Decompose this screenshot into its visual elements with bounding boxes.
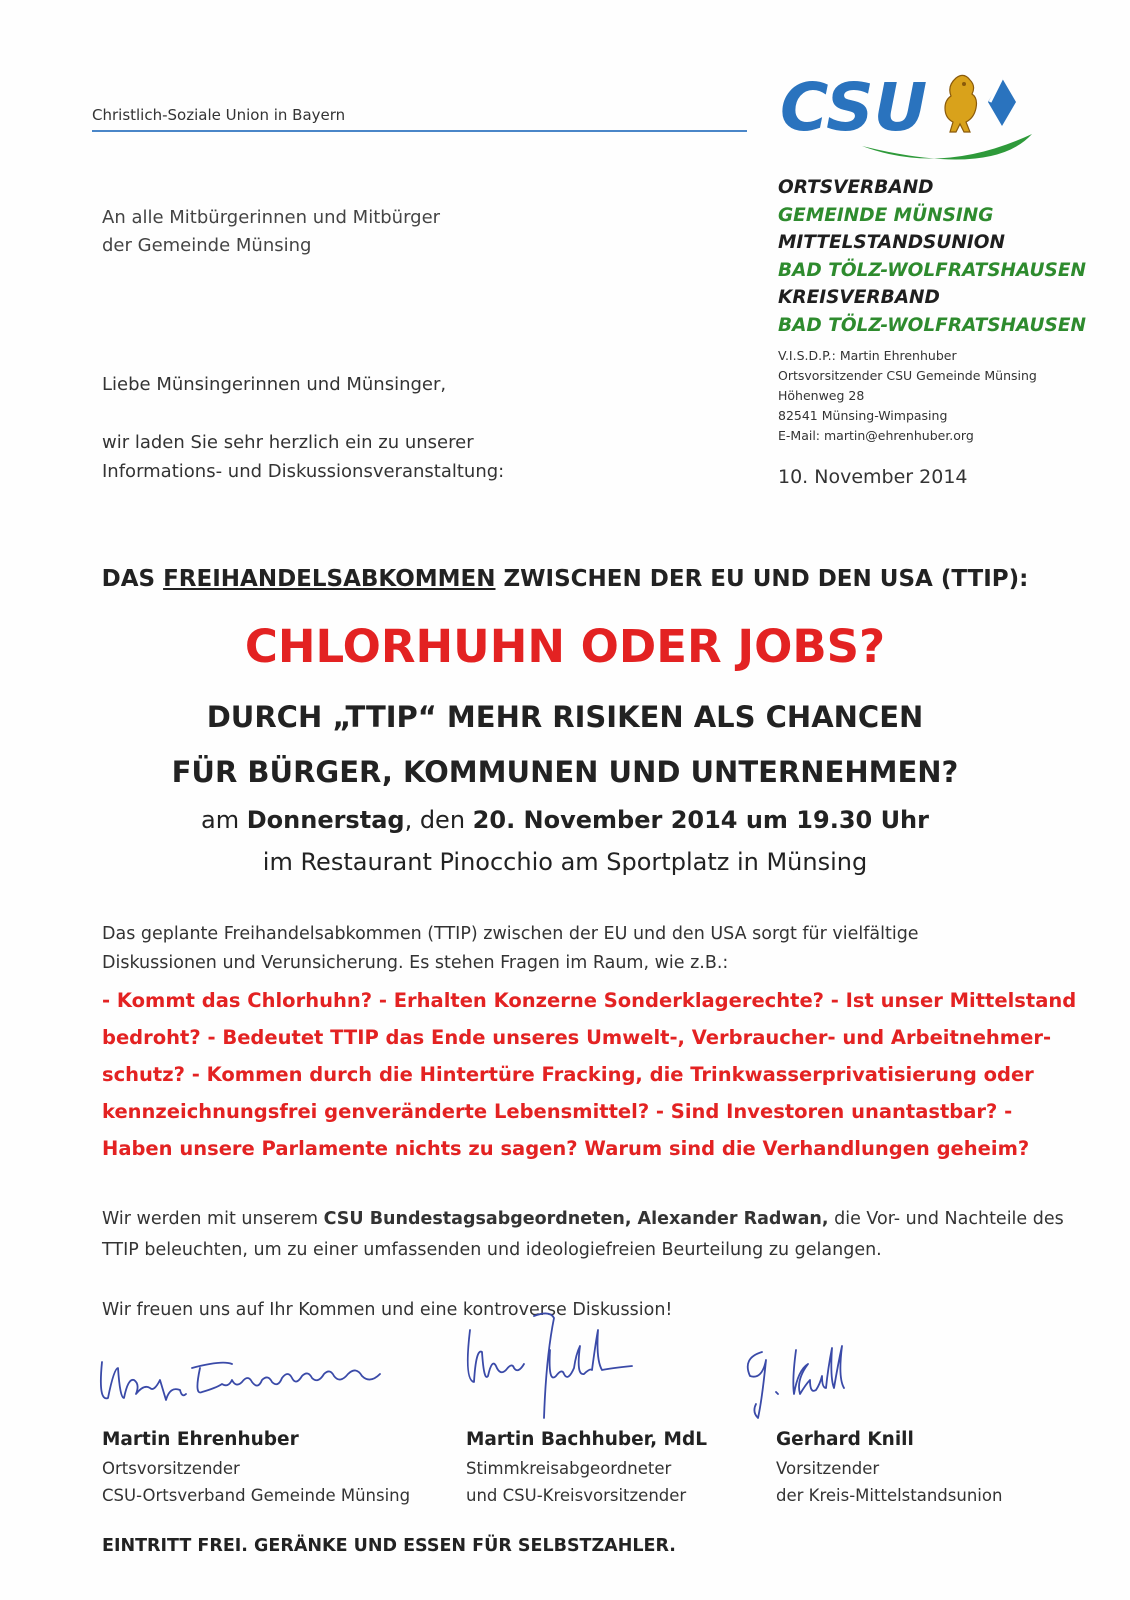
invite-line: Informations- und Diskussionsveranstaltung: bbox=[102, 461, 505, 482]
signer-role: Stimmkreisabgeordneter bbox=[466, 1459, 672, 1478]
signer-name: Martin Bachhuber, MdL bbox=[466, 1429, 707, 1450]
signer-block bbox=[102, 1426, 410, 1509]
salutation: Liebe Münsingerinnen und Münsinger, bbox=[102, 374, 447, 395]
contact-line: Höhenweg 28 bbox=[778, 388, 865, 403]
speaker-name: CSU Bundestagsabgeordneten, Alexander Radwan, bbox=[323, 1209, 829, 1229]
question-line: Haben unsere Parlamente nichts zu sagen? Warum sind die Verhandlungen geheim? bbox=[102, 1137, 1030, 1160]
contact-block bbox=[778, 346, 1037, 446]
org-line: BAD TÖLZ-WOLFRATSHAUSEN bbox=[778, 259, 1086, 281]
signer-block bbox=[466, 1426, 707, 1509]
logo-text: CSU bbox=[780, 69, 928, 146]
signer-role: der Kreis-Mittelstandsunion bbox=[776, 1486, 1003, 1505]
party-name: Christlich-Soziale Union in Bayern bbox=[92, 106, 346, 124]
speaker-line bbox=[102, 1204, 1092, 1235]
event-subtitle: FÜR BÜRGER, KOMMUNEN UND UNTERNEHMEN? bbox=[171, 755, 959, 789]
org-line: GEMEINDE MÜNSING bbox=[778, 204, 994, 226]
speaker-line: TTIP beleuchten, um zu einer umfassenden und ideologiefreien Beurteilung zu gelangen. bbox=[102, 1240, 882, 1260]
question-line: kennzeichnungsfrei genveränderte Lebensmittel? - Sind Investoren unantastbar? - bbox=[102, 1100, 1013, 1123]
signer-name: Gerhard Knill bbox=[776, 1429, 914, 1450]
letter-date: 10. November 2014 bbox=[778, 466, 968, 488]
diamond-icon bbox=[988, 78, 1016, 126]
event-headline bbox=[0, 566, 1130, 592]
closing-line: Wir freuen uns auf Ihr Kommen und eine kontroverse Diskussion! bbox=[102, 1300, 673, 1320]
signer-name: Martin Ehrenhuber bbox=[102, 1429, 299, 1450]
contact-line: 82541 Münsing-Wimpasing bbox=[778, 408, 948, 423]
question-line: schutz? - Kommen durch die Hintertüre Fracking, die Trinkwasserprivatisierung oder bbox=[102, 1063, 1034, 1086]
event-title: CHLORHUHN ODER JOBS? bbox=[244, 620, 886, 673]
speaker-paragraph bbox=[102, 1204, 1092, 1266]
addressee bbox=[102, 204, 440, 260]
signature-ehrenhuber bbox=[96, 1340, 426, 1420]
header-divider bbox=[92, 130, 747, 132]
signer-block bbox=[776, 1426, 1002, 1509]
intro-text bbox=[102, 920, 1072, 978]
footer-note: EINTRITT FREI. GERÄNKE UND ESSEN FÜR SELBSTZAHLER. bbox=[102, 1536, 676, 1556]
contact-line: Ortsvorsitzender CSU Gemeinde Münsing bbox=[778, 368, 1037, 383]
lion-icon bbox=[945, 75, 977, 132]
csu-logo bbox=[780, 68, 1070, 168]
invite-line: wir laden Sie sehr herzlich ein zu unserer bbox=[102, 432, 474, 453]
headline-part: DAS bbox=[101, 566, 164, 592]
addressee-line: An alle Mitbürgerinnen und Mitbürger bbox=[102, 207, 441, 228]
intro-line: Diskussionen und Verunsicherung. Es stehen Fragen im Raum, wie z.B.: bbox=[102, 953, 729, 973]
event-location: im Restaurant Pinocchio am Sportplatz in Münsing bbox=[262, 848, 868, 876]
organization-block bbox=[778, 174, 1086, 339]
invitation-text bbox=[102, 428, 504, 486]
signer-role: Ortsvorsitzender bbox=[102, 1459, 240, 1478]
question-line: - Kommt das Chlorhuhn? - Erhalten Konzerne Sonderklagerechte? - Ist unser Mittelstand bbox=[102, 989, 1077, 1012]
event-subtitle: DURCH „TTIP“ MEHR RISIKEN ALS CHANCEN bbox=[206, 700, 924, 734]
org-line: BAD TÖLZ-WOLFRATSHAUSEN bbox=[778, 314, 1086, 336]
headline-underlined: FREIHANDELSABKOMMEN bbox=[163, 566, 496, 592]
speaker-text: die Vor- und Nachteile des bbox=[828, 1209, 1064, 1229]
speaker-text: Wir werden mit unserem bbox=[102, 1209, 324, 1229]
addressee-line: der Gemeinde Münsing bbox=[102, 235, 312, 256]
when-day: Donnerstag bbox=[246, 806, 405, 834]
org-line: MITTELSTANDSUNION bbox=[778, 232, 1005, 253]
when-date: 20. November 2014 um 19.30 Uhr bbox=[472, 806, 929, 834]
questions-list bbox=[102, 982, 1092, 1167]
org-line: ORTSVERBAND bbox=[778, 177, 934, 198]
signature-knill bbox=[740, 1342, 890, 1432]
when-part: , den bbox=[404, 806, 473, 834]
signature-bachhuber bbox=[462, 1310, 642, 1420]
org-line: KREISVERBAND bbox=[778, 287, 940, 308]
signer-role: Vorsitzender bbox=[776, 1459, 880, 1478]
headline-part: ZWISCHEN DER EU UND DEN USA (TTIP): bbox=[495, 566, 1029, 592]
when-part: am bbox=[201, 806, 247, 834]
signer-role: CSU-Ortsverband Gemeinde Münsing bbox=[102, 1486, 411, 1505]
event-datetime bbox=[0, 806, 1130, 834]
intro-line: Das geplante Freihandelsabkommen (TTIP) zwischen der EU und den USA sorgt für vielfältige bbox=[102, 924, 919, 944]
signer-role: und CSU-Kreisvorsitzender bbox=[466, 1486, 687, 1505]
question-line: bedroht? - Bedeutet TTIP das Ende unseres Umwelt-, Verbraucher- und Arbeitnehmer- bbox=[102, 1026, 1052, 1049]
contact-email: E-Mail: martin@ehrenhuber.org bbox=[778, 428, 974, 443]
contact-line: V.I.S.D.P.: Martin Ehrenhuber bbox=[778, 348, 957, 363]
